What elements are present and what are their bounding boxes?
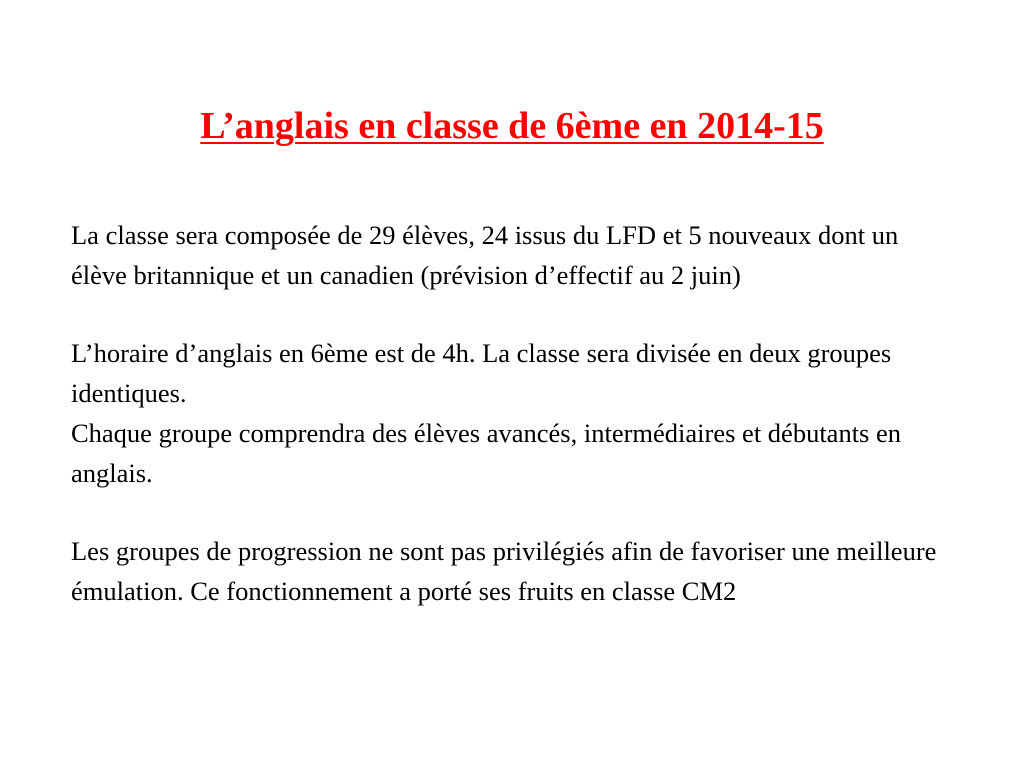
paragraph-schedule: L’horaire d’anglais en 6ème est de 4h. La classe sera divisée en deux groupes identiques. <box>71 338 892 408</box>
paragraph-groups: Chaque groupe comprendra des élèves avancés, intermédiaires et débutants en anglais. <box>71 418 902 488</box>
slide-title: L’anglais en classe de 6ème en 2014-15 <box>200 105 824 147</box>
paragraph-progression: Les groupes de progression ne sont pas privilégiés afin de favoriser une meilleure émulation. Ce fonctionnement a porté ses fruits en classe CM2 <box>71 536 937 606</box>
paragraph-class-composition: La classe sera composée de 29 élèves, 24 issus du LFD et 5 nouveaux dont un élève britannique et un canadien (prévision d’effectif au 2 juin) <box>71 220 899 290</box>
slide-body <box>71 215 941 611</box>
paragraph-spacer <box>71 295 941 333</box>
paragraph-spacer <box>71 493 941 531</box>
